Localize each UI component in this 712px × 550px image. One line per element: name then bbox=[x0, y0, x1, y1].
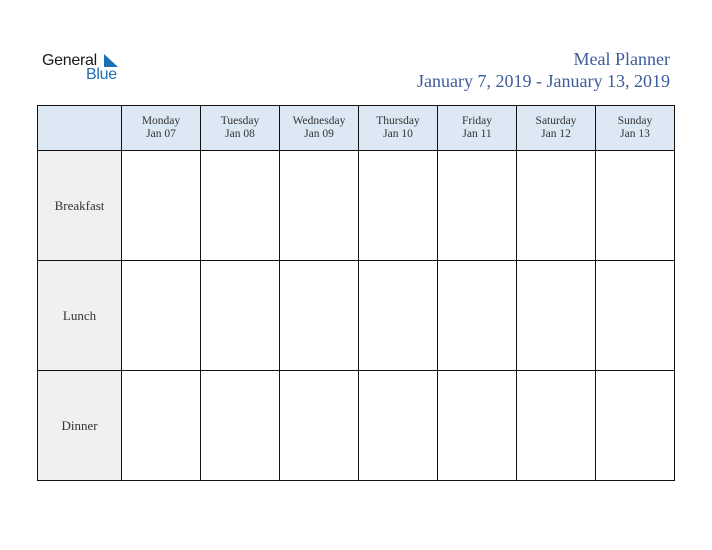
meal-label: Dinner bbox=[38, 371, 122, 481]
corner-cell bbox=[38, 106, 122, 151]
meal-cell[interactable] bbox=[596, 151, 675, 261]
generalblue-logo bbox=[42, 52, 132, 86]
meal-cell[interactable] bbox=[438, 371, 517, 481]
day-date: Jan 09 bbox=[304, 128, 334, 140]
day-header-sunday bbox=[596, 106, 675, 151]
meal-cell[interactable] bbox=[201, 371, 280, 481]
day-header-tuesday bbox=[201, 106, 280, 151]
day-date: Jan 12 bbox=[541, 128, 571, 140]
meal-cell[interactable] bbox=[359, 261, 438, 371]
day-name: Monday bbox=[141, 115, 181, 127]
meal-cell[interactable] bbox=[122, 261, 201, 371]
meal-cell[interactable] bbox=[517, 261, 596, 371]
day-header-thursday bbox=[359, 106, 438, 151]
meal-cell[interactable] bbox=[517, 371, 596, 481]
logo-text-blue: Blue bbox=[86, 66, 117, 83]
meal-cell[interactable] bbox=[438, 261, 517, 371]
day-header-saturday bbox=[517, 106, 596, 151]
meal-cell[interactable] bbox=[517, 151, 596, 261]
meal-row-breakfast bbox=[38, 151, 675, 261]
day-date: Jan 07 bbox=[146, 128, 176, 140]
meal-cell[interactable] bbox=[359, 151, 438, 261]
logo-text-general: General bbox=[42, 52, 97, 69]
meal-cell[interactable] bbox=[122, 151, 201, 261]
meal-cell[interactable] bbox=[201, 151, 280, 261]
date-range: January 7, 2019 - January 13, 2019 bbox=[417, 71, 670, 91]
meal-cell[interactable] bbox=[359, 371, 438, 481]
meal-planner-table bbox=[37, 105, 675, 481]
meal-cell[interactable] bbox=[280, 151, 359, 261]
day-name: Friday bbox=[461, 115, 493, 127]
meal-cell[interactable] bbox=[596, 371, 675, 481]
day-date: Jan 08 bbox=[225, 128, 255, 140]
day-header-wednesday bbox=[280, 106, 359, 151]
meal-cell[interactable] bbox=[280, 371, 359, 481]
day-date: Jan 13 bbox=[620, 128, 650, 140]
day-name: Sunday bbox=[617, 115, 653, 127]
meal-label: Breakfast bbox=[38, 151, 122, 261]
day-date: Jan 11 bbox=[462, 128, 492, 140]
day-name: Wednesday bbox=[292, 115, 346, 127]
meal-cell[interactable] bbox=[596, 261, 675, 371]
meal-row-lunch bbox=[38, 261, 675, 371]
day-header-friday bbox=[438, 106, 517, 151]
day-name: Saturday bbox=[535, 115, 577, 127]
page-title: Meal Planner bbox=[573, 49, 670, 69]
day-name: Tuesday bbox=[220, 115, 260, 127]
day-date: Jan 10 bbox=[383, 128, 413, 140]
meal-cell[interactable] bbox=[280, 261, 359, 371]
meal-cell[interactable] bbox=[201, 261, 280, 371]
meal-label: Lunch bbox=[38, 261, 122, 371]
day-header-monday bbox=[122, 106, 201, 151]
day-name: Thursday bbox=[376, 115, 420, 127]
page-header bbox=[417, 49, 670, 92]
meal-row-dinner bbox=[38, 371, 675, 481]
meal-cell[interactable] bbox=[438, 151, 517, 261]
header-row bbox=[38, 106, 675, 151]
meal-cell[interactable] bbox=[122, 371, 201, 481]
